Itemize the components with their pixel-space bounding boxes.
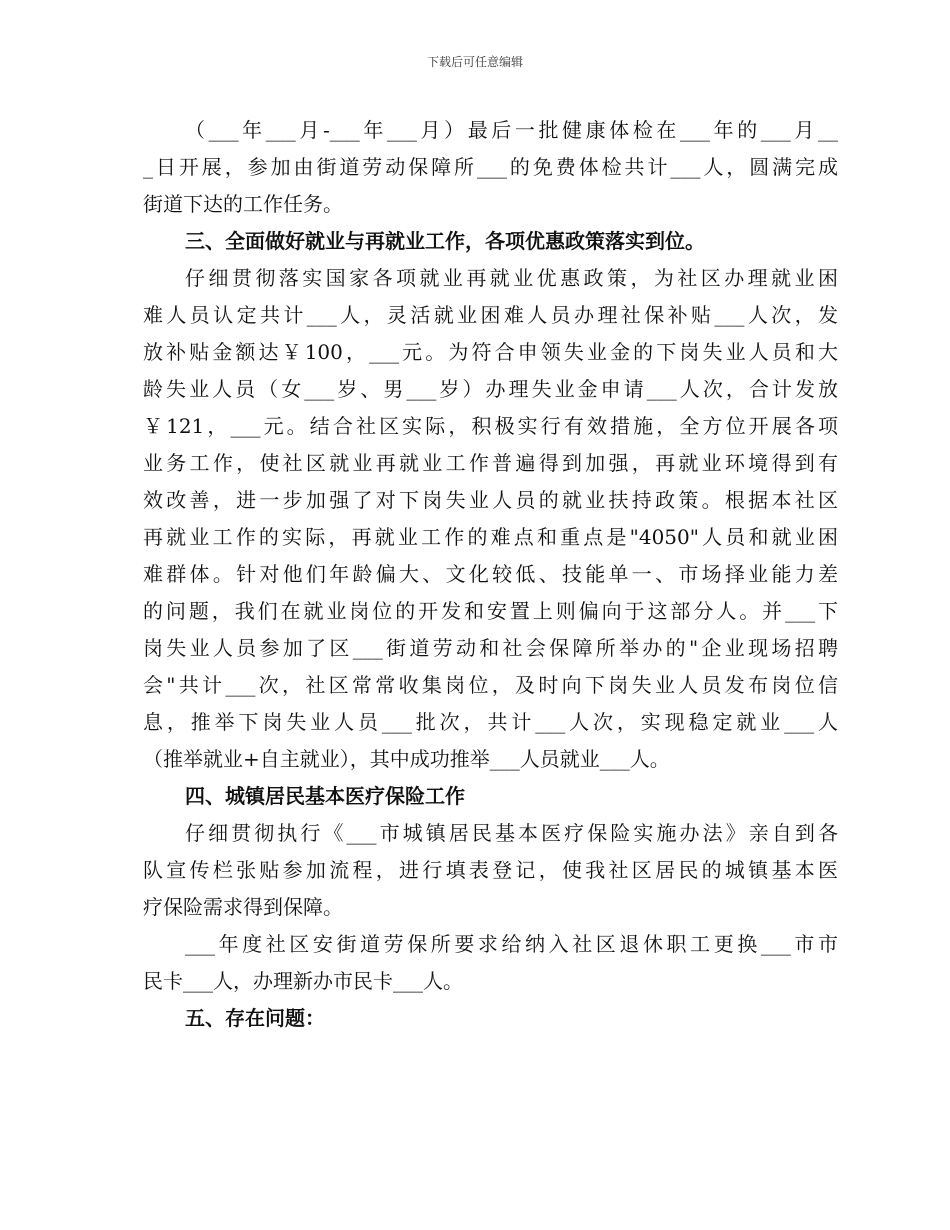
text-line: 民卡___人，办理新办市民卡___人。 [143, 969, 463, 993]
text-line: 难人员认定共计___人，灵活就业困难人员办理社保补贴___人次，发 [143, 303, 838, 327]
section-heading: 五、存在问题： [185, 1006, 325, 1030]
page-header: 下载后可任意编辑 [426, 55, 523, 69]
text-line: _日开展，参加由街道劳动保障所___的免费体检共计___人，圆满完成 [143, 155, 838, 179]
section-heading: 三、全面做好就业与再就业工作，各项优惠政策落实到位。 [185, 229, 705, 253]
text-line: ￥121，___元。结合社区实际，积极实行有效措施，全方位开展各项 [143, 414, 838, 438]
text-line: 岗失业人员参加了区___街道劳动和社会保障所举办的"企业现场招聘 [143, 636, 838, 660]
text-line: （___年___月-___年___月）最后一批健康体检在___年的___月__ [185, 118, 838, 142]
text-line: ___年度社区安街道劳保所要求给纳入社区退休职工更换___市市 [185, 932, 838, 956]
text-line: 仔细贯彻落实国家各项就业再就业优惠政策，为社区办理就业困 [185, 266, 838, 290]
text-line: 效改善，进一步加强了对下岗失业人员的就业扶持政策。根据本社区 [143, 488, 838, 512]
text-line: 仔细贯彻执行《___市城镇居民基本医疗保险实施办法》亲自到各 [185, 821, 838, 845]
document-body [143, 112, 838, 1037]
text-line: 龄失业人员（女___岁、男___岁）办理失业金申请___人次，合计发放 [143, 377, 838, 401]
section-heading: 四、城镇居民基本医疗保险工作 [185, 784, 465, 808]
text-line: 放补贴金额达￥100，___元。为符合申领失业金的下岗失业人员和大 [143, 340, 838, 364]
text-line: 息，推举下岗失业人员___批次，共计___人次，实现稳定就业___人 [143, 710, 838, 734]
text-line: 会"共计___次，社区常常收集岗位，及时向下岗失业人员发布岗位信 [143, 673, 838, 697]
text-line: 疗保险需求得到保障。 [143, 895, 343, 919]
text-line: 业务工作，使社区就业再就业工作普遍得到加强，再就业环境得到有 [143, 451, 838, 475]
text-line: 再就业工作的实际，再就业工作的难点和重点是"4050"人员和就业困 [143, 525, 838, 549]
text-line: 队宣传栏张贴参加流程，进行填表登记，使我社区居民的城镇基本医 [143, 858, 838, 882]
text-line: 难群体。针对他们年龄偏大、文化较低、技能单一、市场择业能力差 [143, 562, 838, 586]
text-line: 街道下达的工作任务。 [143, 192, 343, 216]
text-line: 的问题，我们在就业岗位的开发和安置上则偏向于这部分人。并___下 [143, 599, 838, 623]
text-line: （推举就业+自主就业），其中成功推举___人员就业___人。 [143, 747, 670, 771]
